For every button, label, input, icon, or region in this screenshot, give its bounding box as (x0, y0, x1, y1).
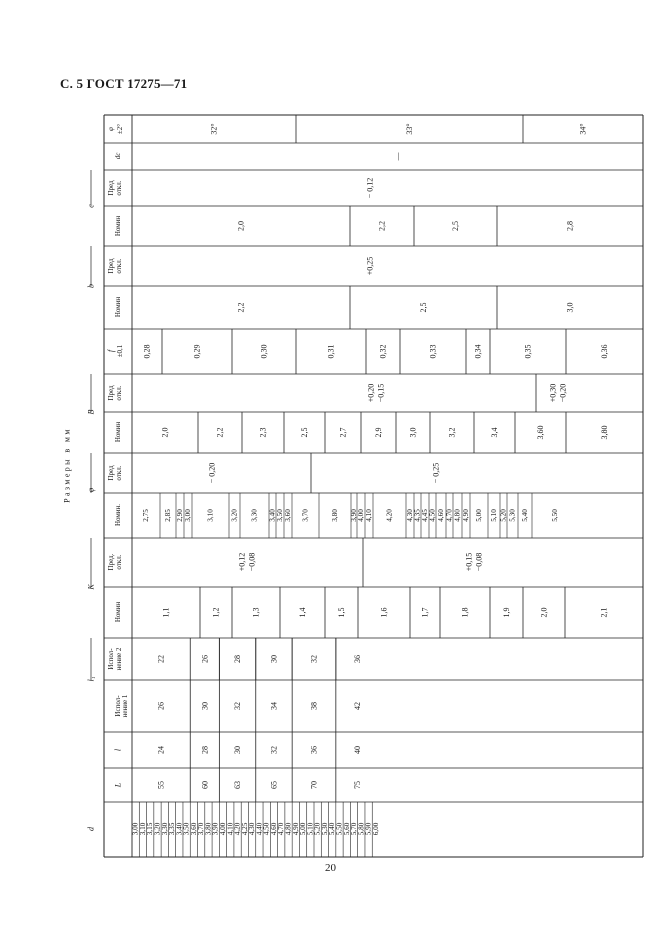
head-B-nom: Номин (114, 421, 122, 443)
head-d: d (86, 827, 96, 831)
l1-v2-value: 32 (309, 655, 319, 663)
head-L: L (113, 782, 123, 788)
f-value: 0,31 (326, 344, 336, 359)
c-nom-value: 2,5 (451, 221, 460, 231)
head-K: K (86, 584, 96, 590)
d-value: 5,60 (342, 822, 351, 836)
d-value: 4,80 (284, 822, 293, 836)
q-nom-value: 4,60 (437, 509, 445, 522)
q-nom-value: 3,50 (276, 509, 284, 522)
q-nom-value: 4,20 (385, 509, 394, 522)
d-value: 5,10 (306, 822, 315, 836)
head-K-tol: Пред. (107, 553, 115, 571)
d-value: 5,50 (335, 822, 344, 836)
B-tol-value: −0,20 (558, 383, 568, 403)
q-nom-value: 2,85 (164, 509, 172, 522)
d-value: 3,50 (182, 822, 191, 836)
head-l: l (113, 748, 123, 752)
q-tol-value: − 0,25 (431, 462, 441, 484)
head-c-tol: Пред (107, 180, 115, 196)
B-nom-value: 3,80 (600, 425, 609, 440)
table-title: Размеры в мм (62, 427, 72, 503)
head-q-tol: откл. (115, 465, 123, 481)
head-f: f (106, 349, 116, 353)
d-value: 3,35 (168, 822, 177, 836)
q-nom-value: 3,00 (184, 509, 192, 522)
f-value: 0,35 (523, 344, 533, 359)
l1-v1-value: 34 (269, 702, 279, 710)
b-nom-value: 2,2 (236, 302, 246, 313)
q-nom-value: 5,30 (508, 509, 517, 522)
d-value: 3,00 (131, 822, 140, 836)
phi-value: 34° (578, 123, 588, 135)
L-value: 65 (269, 781, 279, 789)
head-l1-v2: Испол- (107, 648, 115, 670)
f-value: 0,33 (428, 344, 438, 359)
d-value: 5,80 (357, 822, 366, 836)
l1-v2-value: 22 (156, 655, 166, 663)
B-nom-value: 3,4 (490, 427, 499, 438)
d-value: 5,20 (313, 822, 322, 836)
f-value: 0,30 (259, 344, 269, 359)
d-value: 6,00 (371, 822, 380, 836)
size-table-grid (63, 115, 644, 857)
page-header: С. 5 ГОСТ 17275—71 (60, 76, 188, 91)
L-value: 60 (200, 781, 210, 789)
l1-v2-value: 30 (269, 655, 279, 663)
f-value: 0,36 (600, 344, 609, 359)
l1-v1-value: 26 (156, 702, 166, 710)
l-value: 32 (269, 746, 279, 754)
B-nom-value: 3,2 (447, 427, 457, 438)
q-nom-value: 3,90 (350, 509, 358, 522)
head-q-nom: Номин. (114, 503, 122, 527)
head-B-tol: откл. (115, 385, 123, 401)
d-value: 3,10 (138, 822, 147, 836)
l-value: 36 (309, 746, 319, 754)
l1-v2-value: 28 (233, 655, 243, 663)
l1-v1-value: 42 (353, 702, 363, 710)
head-K-nom: Номин (114, 601, 122, 623)
q-nom-value: 5,10 (490, 509, 498, 522)
q-nom-value: 3,70 (301, 509, 310, 522)
d-value: 3,30 (160, 822, 169, 836)
head-K-tol: откл. (115, 554, 123, 570)
b-nom-value: 3,0 (565, 302, 575, 313)
q-nom-value: 5,20 (499, 509, 508, 522)
head-c-nom: Номин (114, 215, 122, 237)
q-nom-value: 3,20 (230, 509, 239, 522)
q-nom-value: 4,50 (428, 509, 437, 522)
q-nom-value: 2,90 (176, 509, 184, 522)
q-nom-value: 3,60 (284, 509, 292, 522)
head-b-tol: Пред (107, 258, 115, 274)
head-c: c (86, 204, 96, 208)
b-nom-value: 2,5 (419, 302, 428, 313)
l-value: 28 (200, 746, 210, 754)
head-B: B (86, 409, 96, 415)
d-value: 4,30 (248, 822, 257, 836)
f-value: 0,28 (142, 344, 152, 359)
q-nom-value: 4,80 (453, 509, 462, 522)
L-value: 63 (233, 781, 243, 789)
B-nom-value: 2,2 (215, 427, 225, 438)
d-value: 4,40 (255, 822, 264, 836)
l1-v2-value: 26 (200, 655, 210, 663)
q-nom-value: 4,00 (357, 509, 365, 522)
head-phi-tol: ±2° (116, 123, 124, 135)
q-nom-value: 5,50 (551, 509, 559, 522)
K-tol-value: +0,15 (464, 552, 474, 572)
L-value: 55 (156, 781, 166, 789)
head-q: φ (86, 487, 96, 493)
d-value: 5,70 (350, 822, 359, 836)
K-nom-value: 1,1 (161, 607, 171, 618)
head-B-tol: Пред (107, 385, 115, 401)
d-value: 5,40 (328, 822, 337, 836)
B-tol-value: +0,30 (548, 383, 558, 403)
K-nom-value: 1,3 (251, 607, 261, 618)
l1-v2-value: 36 (353, 655, 363, 663)
B-tol-value: −0,15 (376, 383, 386, 403)
head-phi: φ (107, 127, 115, 131)
head-l1-v2: нение 2 (115, 647, 123, 671)
head-q-tol: Пред (107, 465, 115, 481)
l-value: 30 (233, 746, 243, 754)
q-nom-value: 4,35 (413, 509, 422, 522)
c-tol-value: − 0,12 (365, 177, 375, 199)
q-nom-value: 4,45 (421, 509, 429, 522)
page-number: 20 (325, 862, 336, 874)
head-dc: dc (114, 152, 122, 160)
d-value: 3,90 (211, 822, 220, 836)
K-nom-value: 1,5 (337, 607, 346, 618)
b-tol-value: +0,25 (365, 256, 375, 276)
d-value: 4,50 (262, 822, 271, 836)
K-nom-value: 1,2 (211, 607, 221, 618)
B-nom-value: 2,5 (300, 427, 309, 438)
c-nom-value: 2,0 (236, 221, 246, 231)
d-value: 5,30 (320, 822, 329, 836)
f-value: 0,29 (192, 344, 202, 359)
K-nom-value: 2,1 (599, 607, 609, 618)
l1-v1-value: 32 (233, 702, 243, 710)
d-value: 5,90 (364, 822, 373, 836)
d-value: 5,00 (299, 822, 308, 836)
d-value: 4,60 (269, 822, 278, 836)
phi-value: 33° (405, 123, 414, 135)
c-nom-value: 2,8 (565, 221, 575, 231)
l1-v1-value: 30 (200, 702, 210, 710)
head-b: b (86, 284, 96, 288)
phi-value: 32° (209, 123, 219, 135)
head-l1: l₁ (86, 676, 96, 682)
head-l1-v1: Испол- (114, 695, 122, 717)
K-nom-value: 1,4 (298, 607, 307, 618)
d-value: 3,60 (189, 822, 198, 836)
K-nom-value: 1,6 (379, 607, 389, 618)
d-value: 4,10 (226, 822, 235, 836)
d-value: 3,20 (153, 822, 162, 836)
K-tol-value: −0,08 (247, 552, 257, 572)
q-nom-value: 3,40 (268, 509, 277, 522)
head-b-nom: Номин (114, 296, 122, 318)
head-l1-v1: нение 1 (121, 694, 129, 718)
d-value: 4,00 (219, 822, 227, 836)
L-value: 75 (353, 781, 363, 789)
d-value: 4,70 (277, 822, 286, 836)
d-value: 3,15 (146, 822, 155, 836)
q-nom-value: 4,10 (365, 509, 373, 522)
B-nom-value: 3,60 (536, 425, 545, 440)
q-nom-value: 4,30 (406, 509, 414, 522)
d-value: 3,70 (197, 822, 206, 836)
f-value: 0,34 (473, 344, 483, 359)
B-nom-value: 2,7 (338, 427, 348, 438)
K-nom-value: 2,0 (539, 607, 549, 618)
q-nom-value: 3,30 (250, 509, 259, 522)
K-nom-value: 1,8 (460, 607, 470, 618)
head-f-tol: ±0,1 (116, 344, 124, 358)
d-value: 4,20 (233, 822, 242, 836)
l1-v1-value: 38 (309, 702, 319, 710)
q-nom-value: 4,70 (445, 509, 454, 522)
K-tol-value: +0,12 (237, 552, 247, 572)
B-nom-value: 2,3 (258, 427, 268, 438)
c-nom-value: 2,2 (377, 221, 387, 231)
q-tol-value: − 0,20 (207, 462, 217, 484)
K-tol-value: −0,08 (474, 552, 484, 572)
q-nom-value: 4,90 (462, 509, 470, 522)
B-nom-value: 2,9 (374, 427, 383, 438)
K-nom-value: 1,7 (420, 607, 430, 618)
B-tol-value: +0,20 (366, 383, 376, 403)
q-nom-value: 3,80 (331, 509, 339, 522)
dc-value: — (393, 152, 403, 161)
B-nom-value: 2,0 (160, 427, 170, 438)
L-value: 70 (309, 781, 319, 789)
q-nom-value: 5,00 (475, 509, 483, 522)
head-b-tol: откл. (115, 258, 123, 274)
q-nom-value: 2,75 (142, 509, 150, 522)
d-value: 3,80 (204, 822, 213, 836)
head-c-tol: откл. (115, 180, 123, 196)
d-value: 4,90 (291, 822, 300, 836)
l-value: 24 (156, 746, 166, 754)
d-value: 3,40 (175, 822, 184, 836)
q-nom-value: 5,40 (521, 509, 529, 522)
q-nom-value: 3,10 (206, 509, 215, 522)
d-value: 4,25 (240, 822, 249, 836)
f-value: 0,32 (378, 344, 388, 359)
K-nom-value: 1,9 (502, 607, 511, 618)
B-nom-value: 3,0 (408, 427, 418, 438)
l-value: 40 (353, 746, 363, 754)
